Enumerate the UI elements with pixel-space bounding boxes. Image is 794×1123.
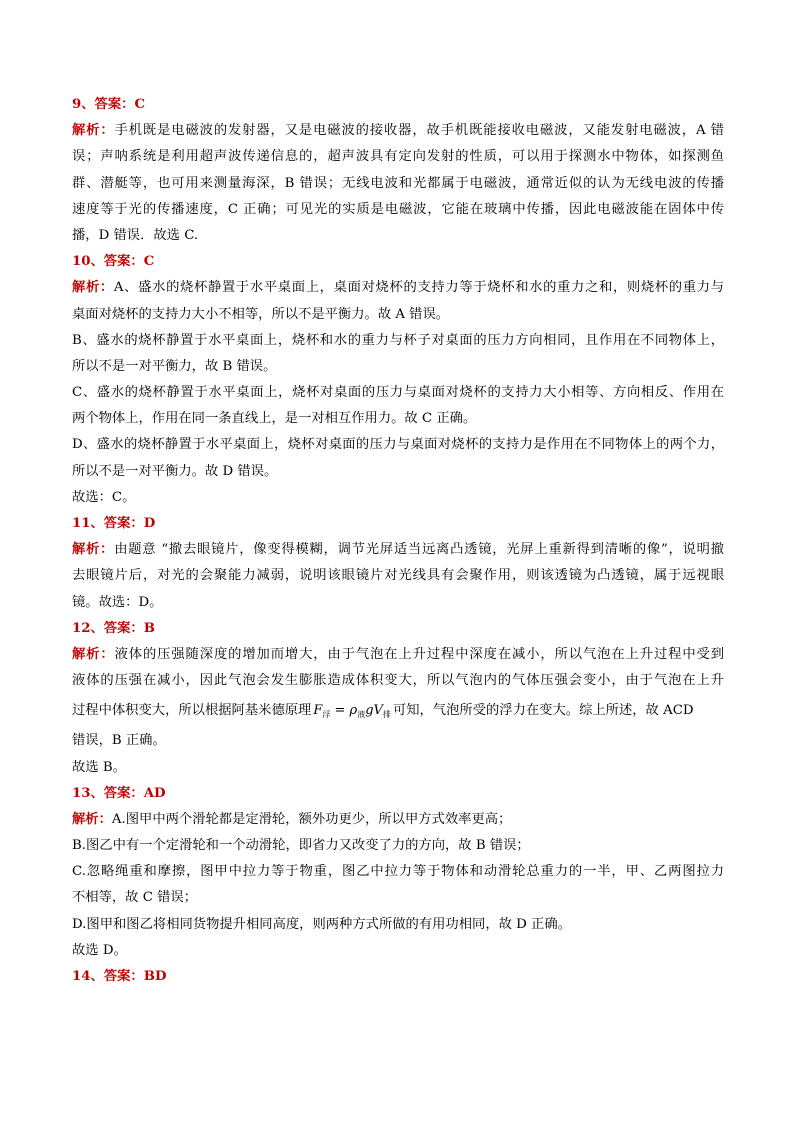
question-number: 14、答案：: [72, 969, 144, 984]
question-number: 10、答案：: [72, 254, 144, 270]
explanation-line: 所以不是一对平衡力。故 D 错误。: [72, 463, 278, 479]
explanation-label: 解析：: [72, 123, 115, 139]
answer-value: C: [134, 97, 146, 112]
buoyancy-formula: $F_浮 = \rho_液gV_排$: [313, 703, 391, 720]
explanation-line: 不相等，故 C 错误；: [72, 890, 198, 906]
explanation-line: 错误，B 正确。: [72, 733, 166, 749]
explanation-line: C、盛水的烧杯静置于水平桌面上，烧杯对桌面的压力与桌面对烧杯的支持力大小相等、方向相反、作用在: [72, 385, 724, 401]
answer-heading-14: [72, 964, 724, 990]
explanation-line: 解析：由题意 “撤去眼镜片，像变得模糊，调节光屏适当远离凸透镜，光屏上重新得到清晰的像”，说明撤: [72, 542, 724, 558]
explanation-line: C.忽略绳重和摩擦，图甲中拉力等于物重，图乙中拉力等于物体和动滑轮总重力的一半，甲、乙两图拉力: [72, 864, 724, 880]
explanation-line: 两个物体上，作用在同一条直线上，是一对相互作用力。故 C 正确。: [72, 411, 477, 427]
answer-value: B: [143, 620, 155, 636]
answer-heading-9: [72, 92, 724, 118]
question-number: 11、答案：: [72, 516, 144, 531]
answer-heading-10: [72, 249, 724, 275]
answer-value: C: [143, 254, 155, 270]
explanation-line: 误；声呐系统是利用超声波传递信息的，超声波具有定向发射的性质，可以用于探测水中物体，如探测鱼: [72, 149, 724, 165]
explanation-line: 解析：A.图甲中两个滑轮都是定滑轮，额外功更少，所以甲方式效率更高；: [72, 811, 512, 827]
explanation-line: 去眼镜片后，对光的会聚能力减弱，说明该眼镜片对光线具有会聚作用，则该透镜为凸透镜，属于远视眼: [72, 568, 724, 584]
answer-heading-13: [72, 781, 724, 807]
explanation-line: 液体的压强在减小，因此气泡会发生膨胀造成体积变大，所以气泡内的气体压强会变小，由于气泡在上升: [72, 673, 724, 689]
explanation-line: 群、潜艇等，也可用来测量海深，B 错误；无线电波和光都属于电磁波，通常近似的认为无线电波的传播: [72, 175, 724, 191]
explanation-label: 解析：: [72, 811, 112, 827]
explanation-line: 解析：液体的压强随深度的增加而增大，由于气泡在上升过程中深度在减小，所以气泡在上升过程中受到: [72, 646, 724, 662]
answer-value: D: [143, 516, 156, 531]
question-number: 13、答案：: [72, 785, 144, 801]
explanation-line: 播，D 错误．故选 C.: [72, 227, 199, 243]
explanation-line: B.图乙中有一个定滑轮和一个动滑轮，即省力又改变了力的方向，故 B 错误；: [72, 838, 530, 854]
explanation-line-with-formula: 过程中体积变大，所以根据阿基米德原理 $F_浮 = \rho_液gV_排$ 可知，气泡所受的浮力在变大。综上所述，故 ACD: [72, 694, 724, 728]
explanation-line: 所以不是一对平衡力，故 B 错误。: [72, 358, 277, 374]
question-number: 9、答案：: [72, 97, 135, 112]
explanation-line: D、盛水的烧杯静置于水平桌面上，烧杯对桌面的压力与桌面对烧杯的支持力是作用在不同物体上的两个力，: [72, 437, 724, 453]
explanation-line: 解析：手机既是电磁波的发射器，又是电磁波的接收器，故手机既能接收电磁波，又能发射电磁波，A 错: [72, 123, 724, 139]
explanation-line: 桌面对烧杯的支持力大小不相等，所以不是平衡力。故 A 错误。: [72, 306, 450, 322]
answer-heading-11: [72, 511, 724, 537]
answer-value: AD: [143, 785, 166, 801]
answer-heading-12: [72, 616, 724, 642]
explanation-line: 故选：C。: [72, 489, 136, 505]
explanation-line: D.图甲和图乙将相同货物提升相同高度，则两种方式所做的有用功相同，故 D 正确。: [72, 916, 571, 932]
explanation-label: 解析：: [72, 542, 115, 558]
answer-value: BD: [143, 969, 167, 984]
explanation-line: 故选 D。: [72, 942, 127, 958]
explanation-label: 解析：: [72, 280, 114, 296]
explanation-line: B、盛水的烧杯静置于水平桌面上，烧杯和水的重力与杯子对桌面的压力方向相同，且作用在不同物体上，: [72, 332, 724, 348]
question-number: 12、答案：: [72, 620, 144, 636]
explanation-line: 速度等于光的传播速度，C 正确；可见光的实质是电磁波，它能在玻璃中传播，因此电磁波能在固体中传: [72, 201, 724, 217]
explanation-line: 解析：A、盛水的烧杯静置于水平桌面上，桌面对烧杯的支持力等于烧杯和水的重力之和，则烧杯的重力与: [72, 280, 724, 296]
explanation-line: 故选 B。: [72, 759, 126, 775]
explanation-label: 解析：: [72, 646, 115, 662]
explanation-line: 镜。故选：D。: [72, 594, 163, 610]
